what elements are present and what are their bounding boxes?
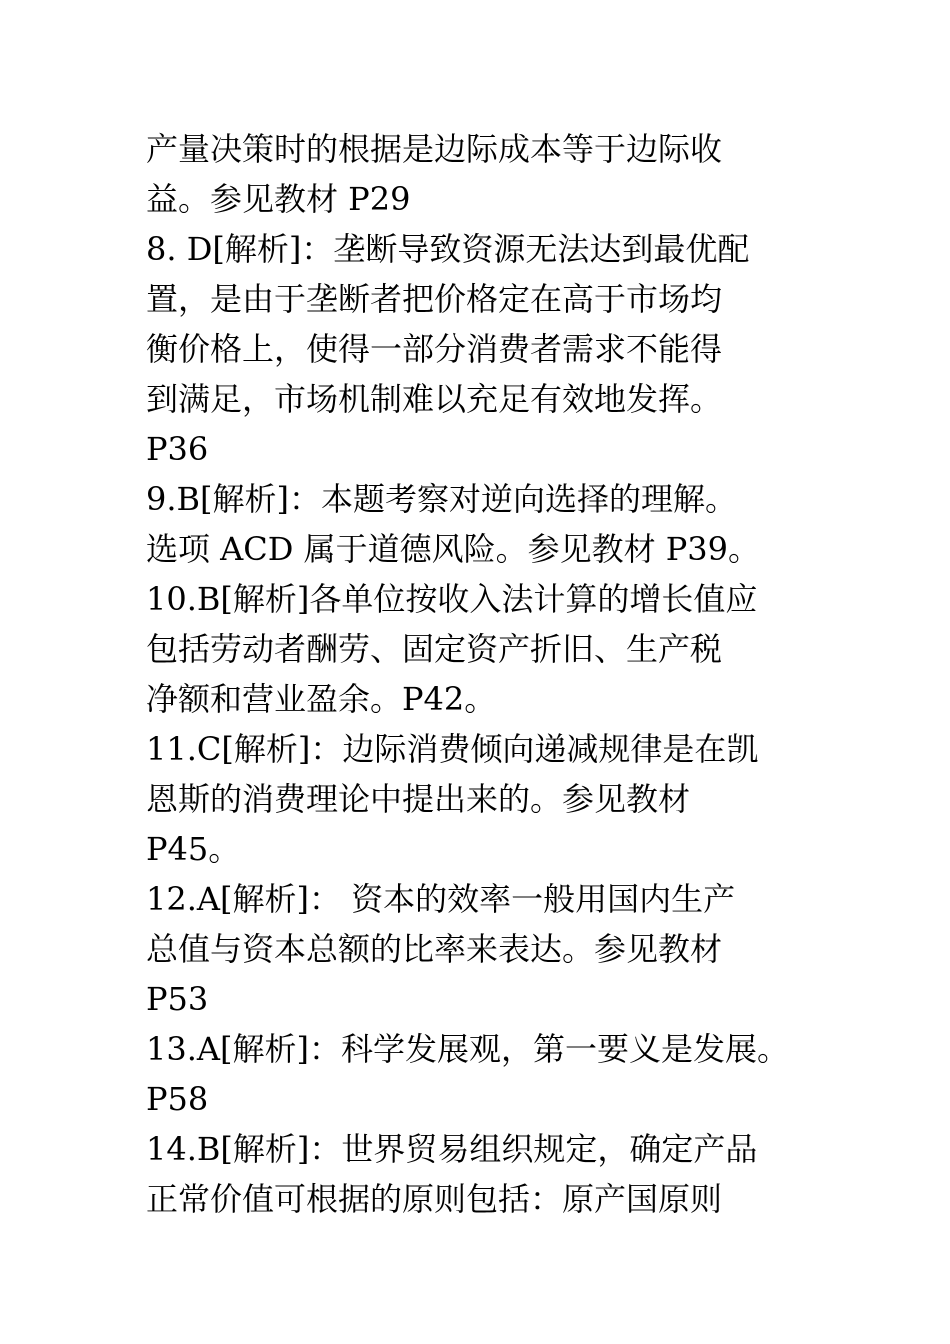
text-line: 净额和营业盈余。P42。 bbox=[146, 680, 497, 718]
text-line: 13.A[解析]：科学发展观，第一要义是发展。 bbox=[146, 1030, 789, 1068]
text-line: 产量决策时的根据是边际成本等于边际收 bbox=[146, 130, 723, 168]
text-line: 8. D[解析]：垄断导致资源无法达到最优配 bbox=[146, 230, 750, 268]
text-line: 12.A[解析]： 资本的效率一般用国内生产 bbox=[146, 880, 736, 918]
text-line: 选项 ACD 属于道德风险。参见教材 P39。 bbox=[146, 530, 761, 568]
text-line: 11.C[解析]：边际消费倾向递减规律是在凯 bbox=[146, 730, 759, 768]
text-line: P58 bbox=[146, 1080, 209, 1118]
text-line: P45。 bbox=[146, 830, 241, 868]
text-line: 10.B[解析]各单位按收入法计算的增长值应 bbox=[146, 580, 758, 618]
text-line: 14.B[解析]：世界贸易组织规定，确定产品 bbox=[146, 1130, 758, 1168]
text-line: 总值与资本总额的比率来表达。参见教材 bbox=[146, 930, 723, 968]
text-line: 置，是由于垄断者把价格定在高于市场均 bbox=[146, 280, 723, 318]
text-line: 包括劳动者酬劳、固定资产折旧、生产税 bbox=[146, 630, 723, 668]
answer-explanations-text bbox=[146, 124, 836, 1224]
text-line: 衡价格上，使得一部分消费者需求不能得 bbox=[146, 330, 723, 368]
text-line: 正常价值可根据的原则包括：原产国原则 bbox=[146, 1180, 723, 1218]
text-line: 9.B[解析]：本题考察对逆向选择的理解。 bbox=[146, 480, 738, 518]
text-line: 益。参见教材 P29 bbox=[146, 180, 411, 218]
text-line: 到满足，市场机制难以充足有效地发挥。 bbox=[146, 380, 723, 418]
text-line: P36 bbox=[146, 430, 209, 468]
text-line: P53 bbox=[146, 980, 209, 1018]
text-line: 恩斯的消费理论中提出来的。参见教材 bbox=[146, 780, 691, 818]
